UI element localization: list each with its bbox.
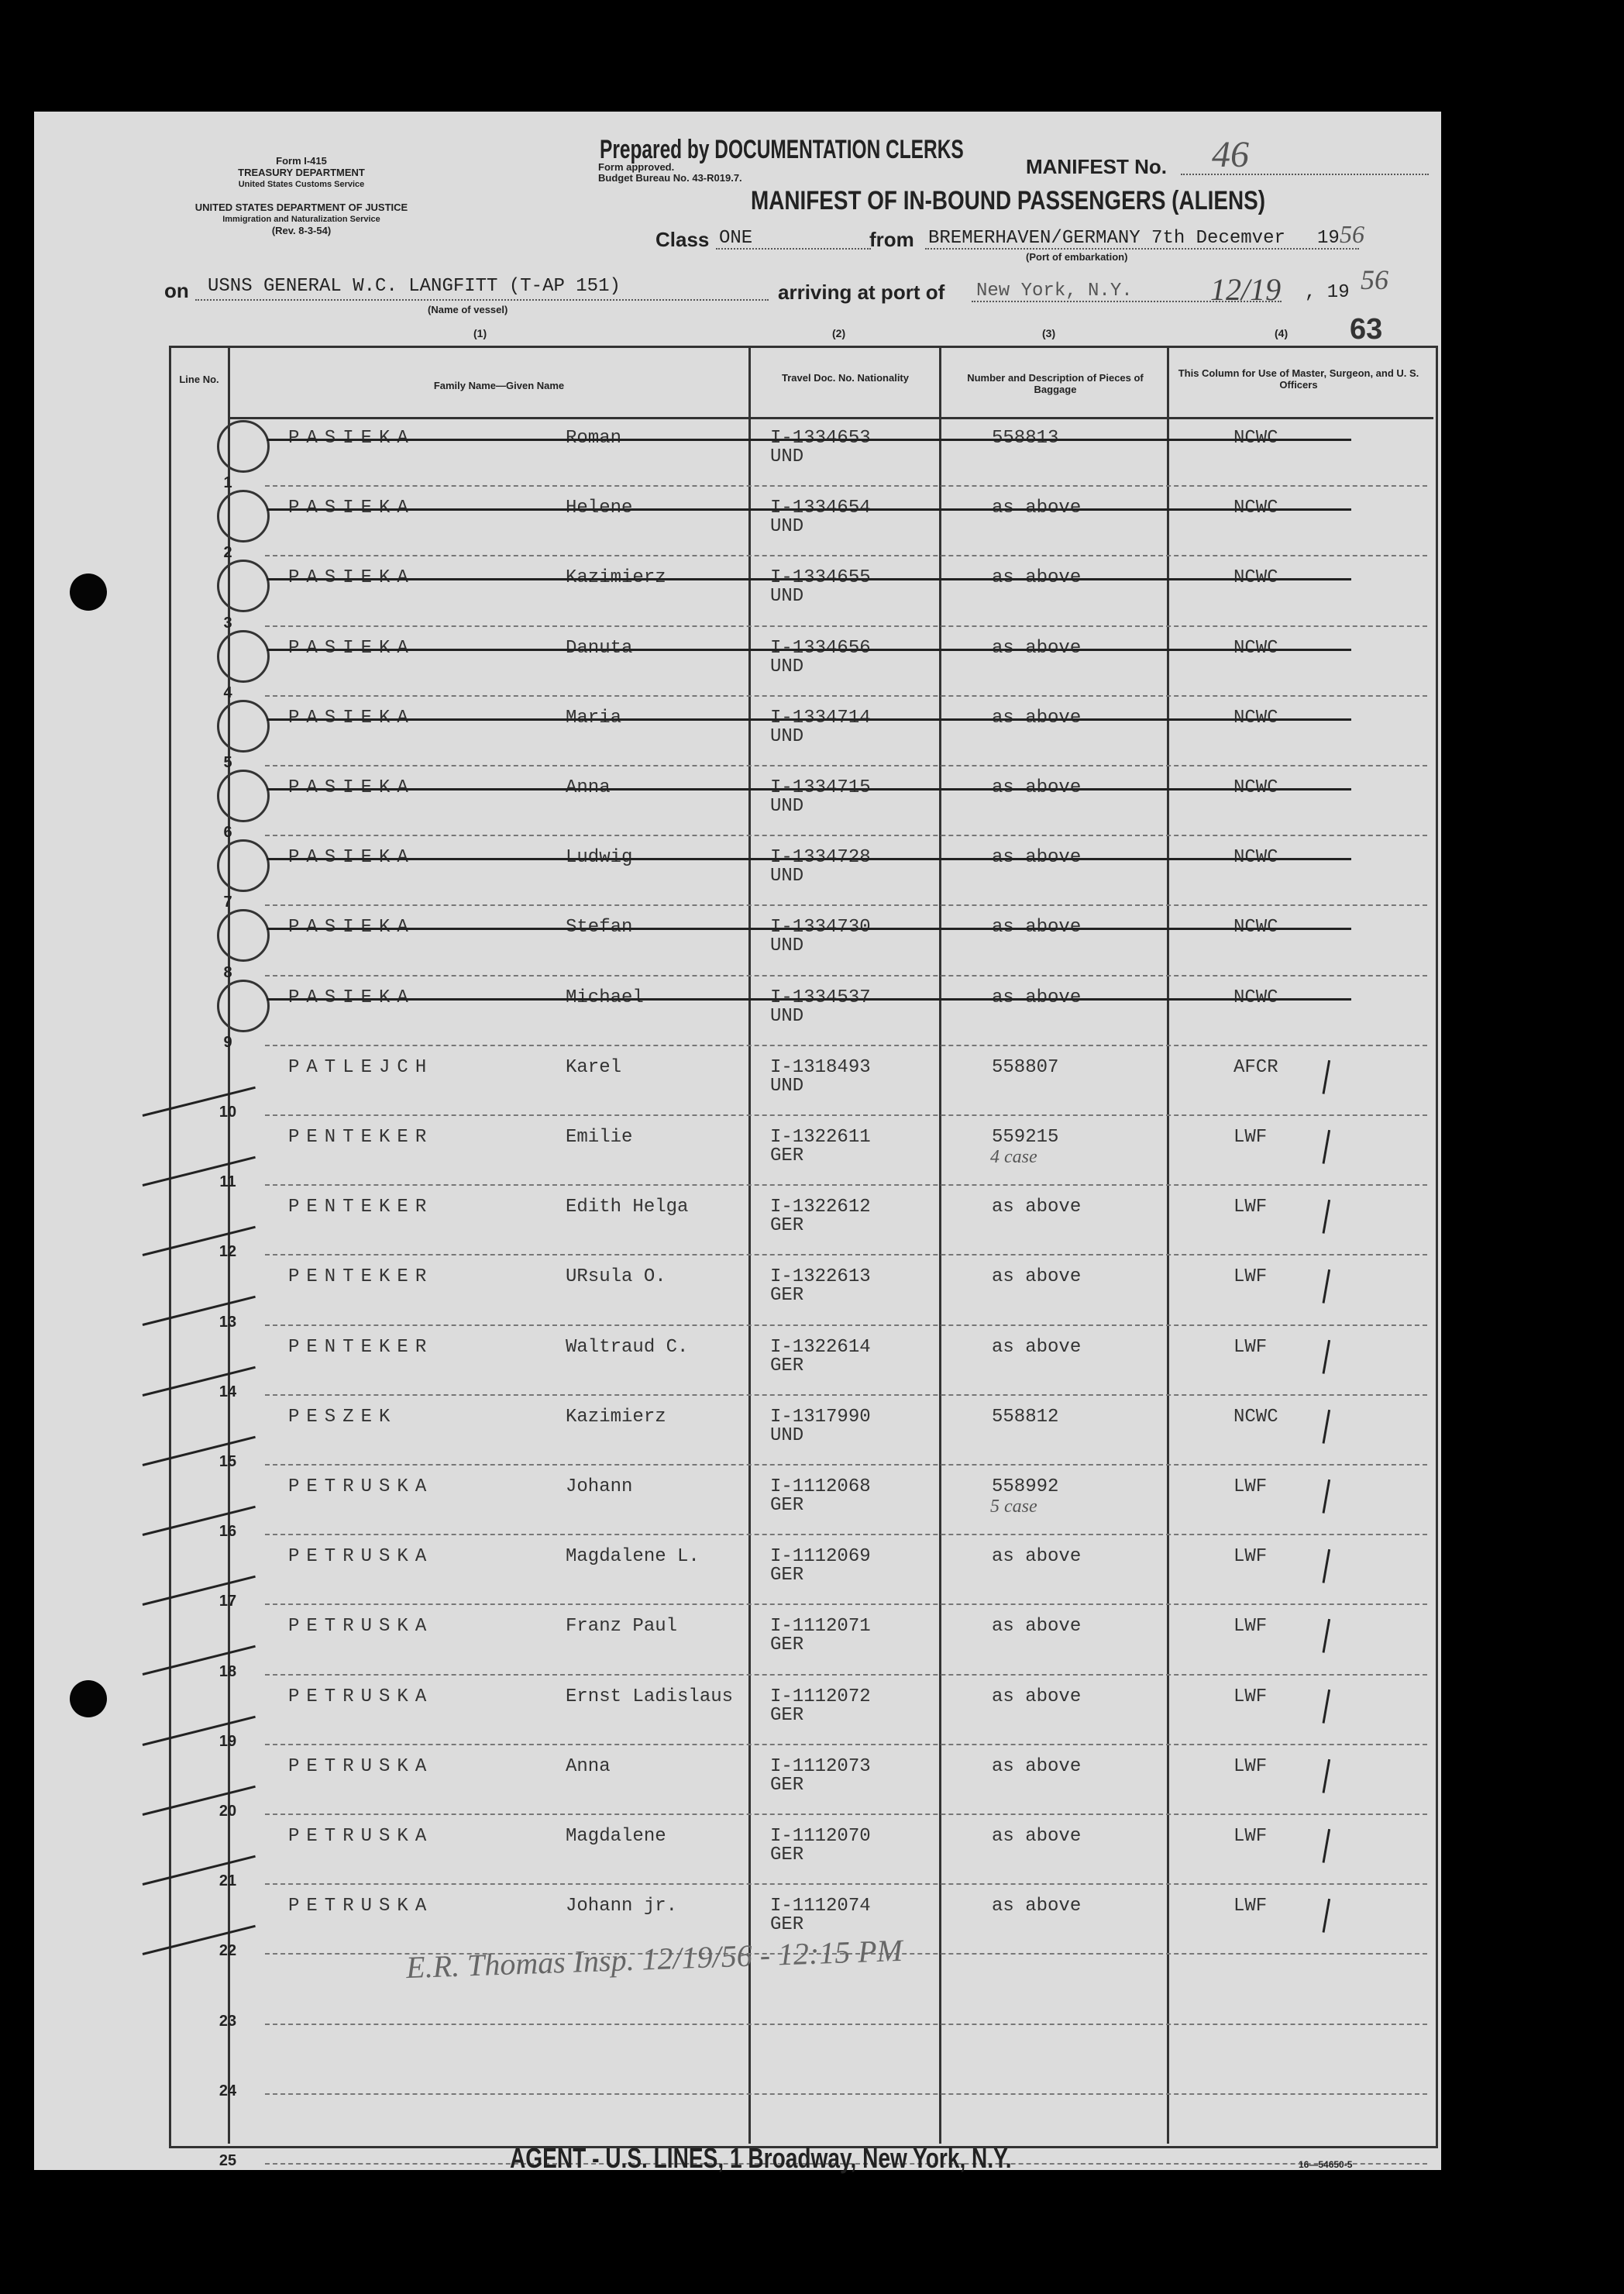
nationality: GER (770, 1775, 804, 1796)
col-num-1: (1) (473, 327, 487, 339)
row-rule (265, 835, 1427, 836)
class-value: ONE (719, 228, 753, 249)
given-name: Edith Helga (566, 1197, 689, 1218)
vessel-line (195, 299, 769, 301)
travel-doc-no: I-1112070 (770, 1826, 871, 1847)
given-name: Magdalene L. (566, 1546, 700, 1567)
family-name: PENTEKER (288, 1337, 434, 1358)
family-name: PENTEKER (288, 1266, 434, 1287)
row-rule (265, 1114, 1427, 1116)
treasury-dept: TREASURY DEPARTMENT (238, 167, 365, 178)
revision-date: (Rev. 8-3-54) (271, 225, 332, 236)
page-number: 63 (1350, 313, 1383, 346)
travel-doc-no: I-1322614 (770, 1337, 871, 1358)
travel-doc-no: I-1322613 (770, 1266, 871, 1287)
nationality: UND (770, 1425, 804, 1446)
officer-code: LWF (1233, 1337, 1268, 1358)
inspector-signature: E.R. Thomas Insp. 12/19/56 - 12:15 PM (405, 1932, 903, 1986)
family-name: PETRUSKA (288, 1616, 434, 1637)
circle-mark (217, 700, 270, 753)
line-number: 20 (218, 1803, 237, 1820)
budget-bureau: Budget Bureau No. 43-R019.7. (598, 172, 742, 184)
circle-mark (217, 909, 270, 962)
given-name: URsula O. (566, 1266, 666, 1287)
travel-doc-no: I-1112069 (770, 1546, 871, 1567)
officer-code: NCWC (1233, 1407, 1278, 1428)
circle-mark (217, 630, 270, 683)
strike-through (267, 788, 1351, 790)
line-number: 7 (223, 894, 232, 911)
customs-service: United States Customs Service (238, 180, 365, 189)
manifest-sheet (34, 112, 1441, 2174)
row-rule (265, 1674, 1427, 1676)
port-embark-label: (Port of embarkation) (1026, 251, 1128, 263)
line-number: 17 (218, 1593, 237, 1610)
line-number: 15 (218, 1453, 237, 1470)
manifest-no-value: 46 (1212, 134, 1249, 175)
nationality: GER (770, 1215, 804, 1236)
nationality: GER (770, 1495, 804, 1516)
travel-doc-no: I-1112071 (770, 1616, 871, 1637)
row-rule (265, 1394, 1427, 1396)
circle-mark (217, 770, 270, 822)
officer-code: LWF (1233, 1896, 1268, 1917)
nationality: UND (770, 446, 804, 467)
baggage: as above (992, 1756, 1082, 1777)
strike-through (267, 439, 1351, 441)
baggage: 559215 (992, 1127, 1059, 1148)
given-name: Magdalene (566, 1826, 666, 1847)
col-num-3: (3) (1042, 327, 1056, 339)
circle-mark (217, 980, 270, 1032)
line-number: 12 (218, 1243, 237, 1260)
travel-doc-no: I-1322611 (770, 1127, 871, 1148)
family-name: PESZEK (288, 1407, 397, 1428)
row-rule (265, 1883, 1427, 1885)
line-number: 6 (223, 824, 232, 841)
row-rule (265, 1603, 1427, 1605)
row-rule (265, 975, 1427, 976)
form-approved: Form approved. (598, 161, 675, 173)
strike-through (267, 718, 1351, 721)
row-rule (265, 765, 1427, 766)
vessel-name: USNS GENERAL W.C. LANGFITT (T-AP 151) (208, 276, 621, 297)
travel-doc-no: I-1112068 (770, 1476, 871, 1497)
circle-mark (217, 420, 270, 473)
baggage: as above (992, 1826, 1082, 1847)
given-name: Johann jr. (566, 1896, 678, 1917)
officer-code: LWF (1233, 1266, 1268, 1287)
name-header: Family Name—Given Name (433, 380, 565, 391)
row-rule (265, 1464, 1427, 1466)
ins-service: Immigration and Naturalization Service (222, 215, 380, 224)
from-label: from (869, 228, 914, 251)
circle-mark (217, 839, 270, 892)
family-name: PENTEKER (288, 1127, 434, 1148)
row-rule (265, 1184, 1427, 1186)
nationality: GER (770, 1634, 804, 1655)
family-name: PENTEKER (288, 1197, 434, 1218)
on-label: on (164, 279, 189, 302)
baggage: as above (992, 1197, 1082, 1218)
col-num-4: (4) (1275, 327, 1289, 339)
baggage: 558992 (992, 1476, 1059, 1497)
travel-doc-no: I-1317990 (770, 1407, 871, 1428)
col-divider-officer (1167, 346, 1169, 2144)
officer-code: LWF (1233, 1826, 1268, 1847)
family-name: PETRUSKA (288, 1686, 434, 1707)
from-value: BREMERHAVEN/GERMANY 7th Decemver (928, 228, 1285, 249)
strike-through (267, 649, 1351, 651)
prepared-by-stamp: Prepared by DOCUMENTATION CLERKS (600, 135, 964, 164)
manifest-table (169, 346, 1438, 2148)
strike-through (267, 928, 1351, 930)
strike-through (267, 998, 1351, 1001)
strike-through (267, 858, 1351, 860)
nationality: GER (770, 1355, 804, 1376)
row-rule (265, 2093, 1427, 2095)
embark-year-suffix: 56 (1340, 220, 1364, 248)
col-divider-doc (748, 346, 751, 2144)
line-number: 10 (218, 1104, 237, 1121)
row-rule (265, 1254, 1427, 1256)
line-number: 16 (218, 1523, 237, 1540)
nationality: GER (770, 1914, 804, 1935)
line-number: 24 (218, 2082, 237, 2099)
family-name: PETRUSKA (288, 1476, 434, 1497)
baggage-note: 5 case (990, 1497, 1037, 1517)
row-rule (265, 1814, 1427, 1815)
baggage: as above (992, 1546, 1082, 1567)
arriving-label: arriving at port of (778, 281, 945, 304)
nationality: GER (770, 1844, 804, 1865)
line-number: 11 (219, 1173, 236, 1190)
travel-doc-no: I-1112072 (770, 1686, 871, 1707)
line-number: 1 (223, 474, 232, 491)
arrival-year-prefix: , 19 (1305, 282, 1350, 303)
line-number: 5 (223, 754, 232, 771)
punch-hole-bottom (70, 1680, 107, 1717)
arrival-year-suffix: 56 (1361, 264, 1388, 295)
row-rule (265, 1045, 1427, 1046)
given-name: Karel (566, 1057, 622, 1078)
officer-code: LWF (1233, 1127, 1268, 1148)
baggage-note: 4 case (990, 1147, 1037, 1167)
line-number: 9 (223, 1034, 232, 1051)
family-name: PETRUSKA (288, 1896, 434, 1917)
given-name: Anna (566, 1756, 611, 1777)
given-name: Franz Paul (566, 1616, 678, 1637)
travel-doc-no: I-1112074 (770, 1896, 871, 1917)
family-name: PATLEJCH (288, 1057, 434, 1078)
officer-code: LWF (1233, 1686, 1268, 1707)
nationality: GER (770, 1285, 804, 1306)
baggage: as above (992, 1616, 1082, 1637)
line-number: 2 (223, 544, 232, 561)
agent-footer: AGENT - U.S. LINES, 1 Broadway, New York, N.Y. (510, 2142, 1012, 2174)
class-label: Class (655, 228, 710, 251)
row-rule (265, 1534, 1427, 1535)
row-rule (265, 2024, 1427, 2025)
officer-code: LWF (1233, 1197, 1268, 1218)
given-name: Emilie (566, 1127, 633, 1148)
baggage: as above (992, 1266, 1082, 1287)
nationality: UND (770, 656, 804, 677)
row-rule (265, 555, 1427, 556)
nationality: UND (770, 1076, 804, 1097)
given-name: Kazimierz (566, 1407, 666, 1428)
circle-mark (217, 490, 270, 542)
arrival-date: 12/19 (1210, 272, 1282, 307)
line-number: 18 (218, 1663, 237, 1680)
baggage: as above (992, 1337, 1082, 1358)
given-name: Ernst Ladislaus (566, 1686, 734, 1707)
nationality: UND (770, 796, 804, 817)
officer-code: LWF (1233, 1546, 1268, 1567)
col-divider-bag (939, 346, 941, 2144)
nationality: UND (770, 935, 804, 956)
nationality: UND (770, 866, 804, 887)
vessel-label: (Name of vessel) (428, 304, 508, 315)
baggage: 558807 (992, 1057, 1059, 1078)
circle-mark (217, 560, 270, 612)
form-number: Form I-415 (276, 155, 327, 167)
line-number: 19 (218, 1733, 237, 1750)
family-name: PETRUSKA (288, 1756, 434, 1777)
row-rule (265, 1744, 1427, 1745)
officer-code: LWF (1233, 1616, 1268, 1637)
justice-dept: UNITED STATES DEPARTMENT OF JUSTICE (194, 202, 408, 213)
travel-doc-no: I-1322612 (770, 1197, 871, 1218)
line-number: 14 (218, 1383, 237, 1400)
officer-code: AFCR (1233, 1057, 1278, 1078)
baggage: as above (992, 1896, 1082, 1917)
header-rule (228, 417, 1433, 419)
punch-hole-top (70, 574, 107, 611)
family-name: PETRUSKA (288, 1546, 434, 1567)
travel-doc-no: I-1318493 (770, 1057, 871, 1078)
given-name: Waltraud C. (566, 1337, 689, 1358)
line-number: 23 (218, 2013, 237, 2030)
line-number: 22 (218, 1942, 237, 1959)
line-no-header: Line No. (179, 374, 219, 385)
line-number: 8 (223, 964, 232, 981)
travel-doc-no: I-1112073 (770, 1756, 871, 1777)
baggage: as above (992, 1686, 1082, 1707)
family-name: PETRUSKA (288, 1826, 434, 1847)
nationality: UND (770, 586, 804, 607)
baggage: 558812 (992, 1407, 1059, 1428)
line-number: 21 (218, 1872, 237, 1889)
row-rule (265, 695, 1427, 697)
embark-year-prefix: 19 (1317, 228, 1340, 249)
line-number: 25 (218, 2152, 237, 2169)
travel-doc-header: Travel Doc. No. Nationality (782, 372, 909, 384)
row-rule (265, 625, 1427, 627)
nationality: UND (770, 516, 804, 537)
officer-code: LWF (1233, 1756, 1268, 1777)
nationality: GER (770, 1565, 804, 1586)
manifest-no-label: MANIFEST No. (1026, 155, 1167, 178)
strike-through (267, 508, 1351, 511)
nationality: GER (770, 1705, 804, 1726)
line-number: 3 (223, 615, 232, 632)
line-number: 4 (223, 684, 232, 701)
arrival-port: New York, N.Y. (976, 281, 1133, 301)
officers-header: This Column for Use of Master, Surgeon, and U. S. Officers (1178, 367, 1419, 391)
row-rule (265, 1324, 1427, 1326)
nationality: UND (770, 726, 804, 747)
line-number: 13 (218, 1314, 237, 1331)
row-rule (265, 904, 1427, 906)
col-num-2: (2) (832, 327, 846, 339)
manifest-title: MANIFEST OF IN-BOUND PASSENGERS (ALIENS) (751, 186, 1265, 215)
strike-through (267, 578, 1351, 580)
nationality: UND (770, 1006, 804, 1027)
nationality: GER (770, 1145, 804, 1166)
row-rule (265, 485, 1427, 487)
given-name: Johann (566, 1476, 633, 1497)
form-code: 16—54650-5 (1299, 2159, 1353, 2170)
officer-code: LWF (1233, 1476, 1268, 1497)
baggage-header: Number and Description of Pieces of Baggage (967, 372, 1144, 395)
